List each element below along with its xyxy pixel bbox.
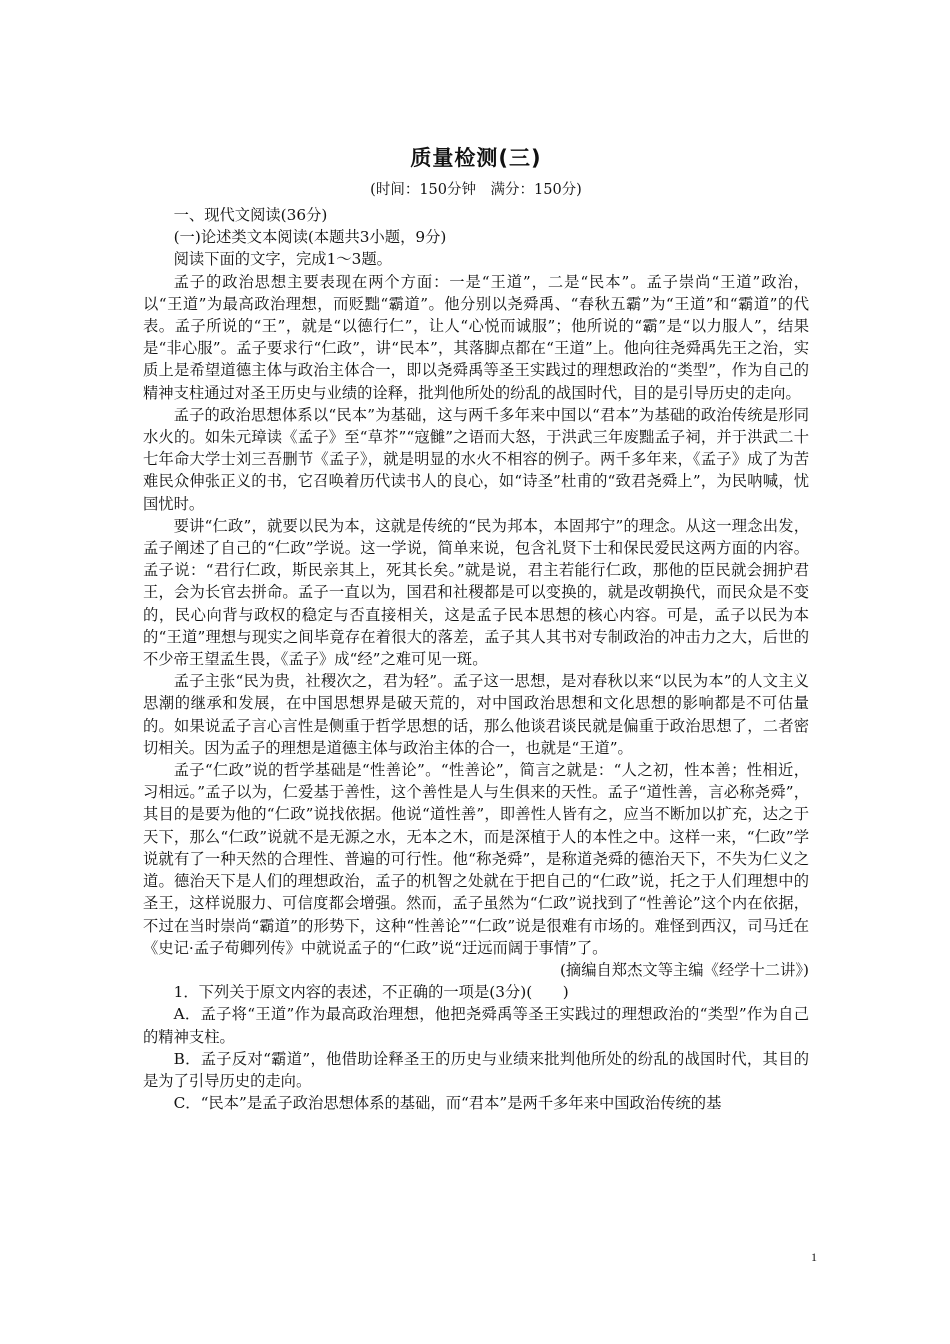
question-stem: 1．下列关于原文内容的表述，不正确的一项是(3分)( ) [173,983,569,1002]
subsection-heading: (一)论述类文本阅读(本题共3小题，9分) [173,228,447,247]
passage-paragraph: 要讲“仁政”，就要以民为本，这就是传统的“民为邦本，本固邦宁”的理念。从这一理念出发，孟子阐述了自己的“仁政”学说。这一学说，简单来说，包含礼贤下士和保民爱民这两方面的内容。孟子说：“君行仁政，斯民亲其上，死其长矣。”就是说，君主若能行仁政，那他的臣民就会拥护君王，会为长官去拼命。孟子一直以为，国君和社稷都是可以变换的，就是改朝换代，而民众是不变的，民心向背与政权的稳定与否直接相关，这是孟子民本思想的核心内容。可是，孟子以民为本的“王道”理想与现实之间毕竟存在着很大的落差，孟子其人其书对专制政治的冲击力之大，后世的不少帝王望孟生畏，《孟子》成“经”之难可见一斑。 [143,516,809,669]
section-heading: 一、现代文阅读(36分) [173,206,328,224]
passage-paragraph: 孟子“仁政”说的哲学基础是“性善论”。“性善论”，简言之就是：“人之初，性本善；性相近，习相远。”孟子以为，仁爱基于善性，这个善性是人与生俱来的天性。孟子“道性善，言必称尧舜”，其目的是要为他的“仁政”说找依据。他说“道性善”，即善性人皆有之，应当不断加以扩充，达之于天下，那么“仁政”说就不是无源之水，无本之木，而是深植于人的本性之中。这样一来，“仁政”学说就有了一种天然的合理性、普遍的可行性。他“称尧舜”，是称道尧舜的德治天下，不失为仁义之道。德治天下是人们的理想政治，孟子的机智之处就在于把自己的“仁政”说，托之于人们理想中的圣王，这样说服力、可信度都会增强。然而，孟子虽然为“仁政”说找到了“性善论”这个内在依据，不过在当时崇尚“霸道”的形势下，这种“性善论”“仁政”说是很难有市场的。难怪到西汉，司马迁在《史记·孟子荀卿列传》中就说孟子的“仁政”说“迂远而阔于事情”了。 [143,761,809,957]
page-title: 质量检测(三) [410,146,542,170]
exam-time-score: (时间：150分钟 满分：150分) [370,182,582,198]
answer-option-b: B．孟子反对“霸道”，他借助诠释圣王的历史与业绩来批判他所处的纷乱的战国时代，其目的是为了引导历史的走向。 [143,1049,809,1090]
answer-option-a: A．孟子将“王道”作为最高政治理想，他把尧舜禹等圣王实践过的理想政治的“类型”作为自己的精神支柱。 [143,1005,809,1046]
reading-instruction: 阅读下面的文字，完成1～3题。 [173,250,392,269]
passage-paragraph: 孟子的政治思想体系以“民本”为基础，这与两千多年来中国以“君本”为基础的政治传统是形同水火的。如朱元璋读《孟子》至“草芥”“寇雠”之语而大怒，于洪武三年废黜孟子祠，并于洪武二十七年命大学士刘三吾删节《孟子》，就是明显的水火不相容的例子。两千多年来，《孟子》成了为苦难民众伸张正义的书，它召唤着历代读书人的良心，如“诗圣”杜甫的“致君尧舜上”，为民呐喊，忧国忧时。 [143,405,809,513]
source-citation: (摘编自郑杰文等主编《经学十二讲》) [559,960,809,979]
passage-paragraph: 孟子主张“民为贵，社稷次之，君为轻”。孟子这一思想，是对春秋以来“以民为本”的人文主义思潮的继承和发展，在中国思想界是破天荒的，对中国政治思想和文化思想的影响都是不可估量的。如果说孟子言心言性是侧重于哲学思想的话，那么他谈君谈民就是偏重于政治思想了，二者密切相关。因为孟子的理想是道德主体与政治主体的合一，也就是“王道”。 [143,672,809,757]
document-body [143,204,809,1114]
page-number: 1 [811,1250,817,1264]
answer-option-c: C．“民本”是孟子政治思想体系的基础，而“君本”是两千多年来中国政治传统的基 [173,1094,722,1113]
passage-paragraph: 孟子的政治思想主要表现在两个方面：一是“王道”，二是“民本”。孟子崇尚“王道”政治，以“王道”为最高政治理想，而贬黜“霸道”。他分别以尧舜禹、“春秋五霸”为“王道”和“霸道”的代表。孟子所说的“王”，就是“以德行仁”，让人“心悦而诚服”；他所说的“霸”是“以力服人”，结果是“非心服”。孟子要求行“仁政”，讲“民本”，其落脚点都在“王道”上。他向往尧舜禹先王之治，实质上是希望道德主体与政治主体合一，即以尧舜禹等圣王实践过的理想政治的“类型”，作为自己的精神支柱通过对圣王历史与业绩的诠释，批判他所处的纷乱的战国时代，目的是引导历史的走向。 [143,272,809,402]
